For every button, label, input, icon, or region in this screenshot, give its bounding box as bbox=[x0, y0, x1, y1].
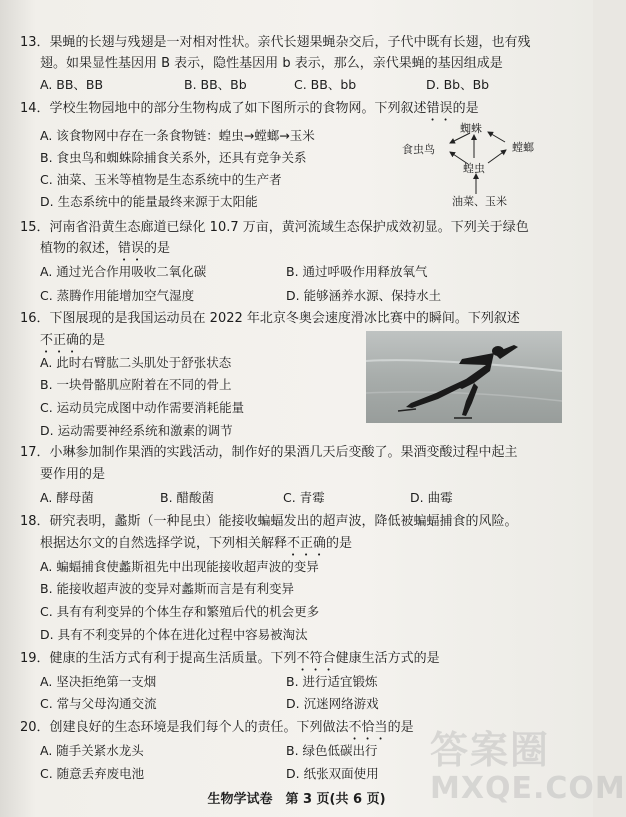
watermark-logo bbox=[430, 728, 626, 814]
question-19-stem: 19．健康的生活方式有利于提高生活质量。下列不符合健康生活方式的是 bbox=[20, 651, 440, 666]
question-17-option-a: A. 酵母菌 bbox=[40, 490, 94, 505]
question-15-option-a: A. 通过光合作用吸收二氧化碳 bbox=[40, 264, 207, 279]
question-16-option-b: B. 一块骨骼肌应附着在不同的骨上 bbox=[40, 377, 232, 392]
question-16-stem-line2: 不正确的是 bbox=[40, 333, 106, 348]
question-19-option-b: B. 进行适宜锻炼 bbox=[286, 674, 378, 689]
food-web-locust: 蝗虫 bbox=[463, 162, 485, 175]
question-17-option-d: D. 曲霉 bbox=[410, 490, 453, 505]
question-15-option-d: D. 能够涵养水源、保持水土 bbox=[286, 288, 442, 303]
question-14-option-c: C. 油菜、玉米等植物是生态系统中的生产者 bbox=[40, 172, 282, 187]
question-14-stem: 14．学校生物园地中的部分生物构成了如下图所示的食物网。下列叙述错误的是 bbox=[20, 101, 479, 116]
question-13-stem-line1: 13．果蝇的长翅与残翅是一对相对性状。亲代长翅果蝇杂交后，子代中既有长翅，也有残 bbox=[20, 35, 531, 50]
food-web-plants: 油菜、玉米 bbox=[452, 195, 507, 208]
question-18-option-b: B. 能接收超声波的变异对蠡斯而言是有利变异 bbox=[40, 581, 295, 596]
question-16-option-d: D. 运动需要神经系统和激素的调节 bbox=[40, 423, 233, 438]
food-web-mantis: 螳螂 bbox=[512, 141, 534, 154]
question-13-stem-line2: 翅。如果显性基因用 B 表示，隐性基因用 b 表示，那么，亲代果蝇的基因组成是 bbox=[40, 56, 503, 71]
question-18-option-c: C. 具有有利变异的个体生存和繁殖后代的机会更多 bbox=[40, 604, 320, 619]
question-16-option-a: A. 此时右臂肱二头肌处于舒张状态 bbox=[40, 355, 232, 370]
question-20-option-a: A. 随手关紧水龙头 bbox=[40, 743, 144, 758]
question-17-option-c: C. 青霉 bbox=[283, 490, 325, 505]
question-17-stem-line1: 17．小琳参加制作果酒的实践活动，制作好的果酒几天后变酸了。果酒变酸过程中起主 bbox=[20, 445, 518, 460]
arrow-locust-to-mantis bbox=[488, 150, 506, 163]
question-15-stem-line2: 植物的叙述，错误的是 bbox=[40, 241, 171, 256]
question-14-option-d: D. 生态系统中的能量最终来源于太阳能 bbox=[40, 194, 258, 209]
question-13-option-a: A. BB、BB bbox=[40, 77, 104, 92]
speed-skater-photo bbox=[366, 331, 562, 423]
question-13-option-c: C. BB、bb bbox=[294, 77, 357, 92]
question-19-option-d: D. 沉迷网络游戏 bbox=[286, 696, 379, 711]
question-18-stem-line2: 根据达尔文的自然选择学说，下列相关解释不正确的是 bbox=[40, 536, 353, 551]
arrow-mantis-to-spider bbox=[488, 132, 505, 142]
question-15-option-c: C. 蒸腾作用能增加空气湿度 bbox=[40, 288, 195, 303]
question-19-option-a: A. 坚决拒绝第一支烟 bbox=[40, 674, 157, 689]
question-14-option-a: A. 该食物网中存在一条食物链：蝗虫→螳螂→玉米 bbox=[40, 128, 315, 143]
page-footer: 生物学试卷 第 3 页(共 6 页) bbox=[207, 792, 386, 807]
question-19-option-c: C. 常与父母沟通交流 bbox=[40, 696, 157, 711]
question-15-stem-line1: 15．河南省沿黄生态廊道已绿化 10.7 万亩，黄河流域生态保护成效初显。下列关于绿色 bbox=[20, 220, 529, 235]
question-13-option-b: B. BB、Bb bbox=[184, 77, 247, 92]
question-18-option-d: D. 具有不利变异的个体在进化过程中容易被淘汰 bbox=[40, 627, 308, 642]
question-20-option-d: D. 纸张双面使用 bbox=[286, 766, 379, 781]
question-16-stem-line1: 16．下图展现的是我国运动员在 2022 年北京冬奥会速度滑冰比赛中的瞬间。下列叙述 bbox=[20, 311, 520, 326]
question-20-option-c: C. 随意丢弃废电池 bbox=[40, 766, 145, 781]
question-17-stem-line2: 要作用的是 bbox=[40, 467, 106, 482]
question-20-stem: 20．创建良好的生态环境是我们每个人的责任。下列做法不恰当的是 bbox=[20, 720, 414, 735]
food-web-spider: 蜘蛛 bbox=[460, 122, 482, 135]
question-16-option-c: C. 运动员完成图中动作需要消耗能量 bbox=[40, 400, 245, 415]
question-15-option-b: B. 通过呼吸作用释放氧气 bbox=[286, 264, 428, 279]
question-20-option-b: B. 绿色低碳出行 bbox=[286, 743, 378, 758]
watermark-text-line2: MXQE.COM bbox=[430, 771, 626, 806]
question-17-option-b: B. 醋酸菌 bbox=[160, 490, 215, 505]
food-web-bird: 食虫鸟 bbox=[402, 143, 435, 156]
watermark-text-line1: 答案圈 bbox=[430, 728, 551, 772]
question-18-stem-line1: 18．研究表明，蠡斯（一种昆虫）能接收蝙蝠发出的超声波，降低被蝙蝠捕食的风险。 bbox=[20, 514, 518, 529]
question-14-option-b: B. 食虫鸟和蜘蛛除捕食关系外，还具有竞争关系 bbox=[40, 150, 307, 165]
question-18-option-a: A. 蝙蝠捕食使蠡斯祖先中出现能接收超声波的变异 bbox=[40, 559, 319, 574]
question-13-option-d: D. Bb、Bb bbox=[426, 77, 490, 92]
